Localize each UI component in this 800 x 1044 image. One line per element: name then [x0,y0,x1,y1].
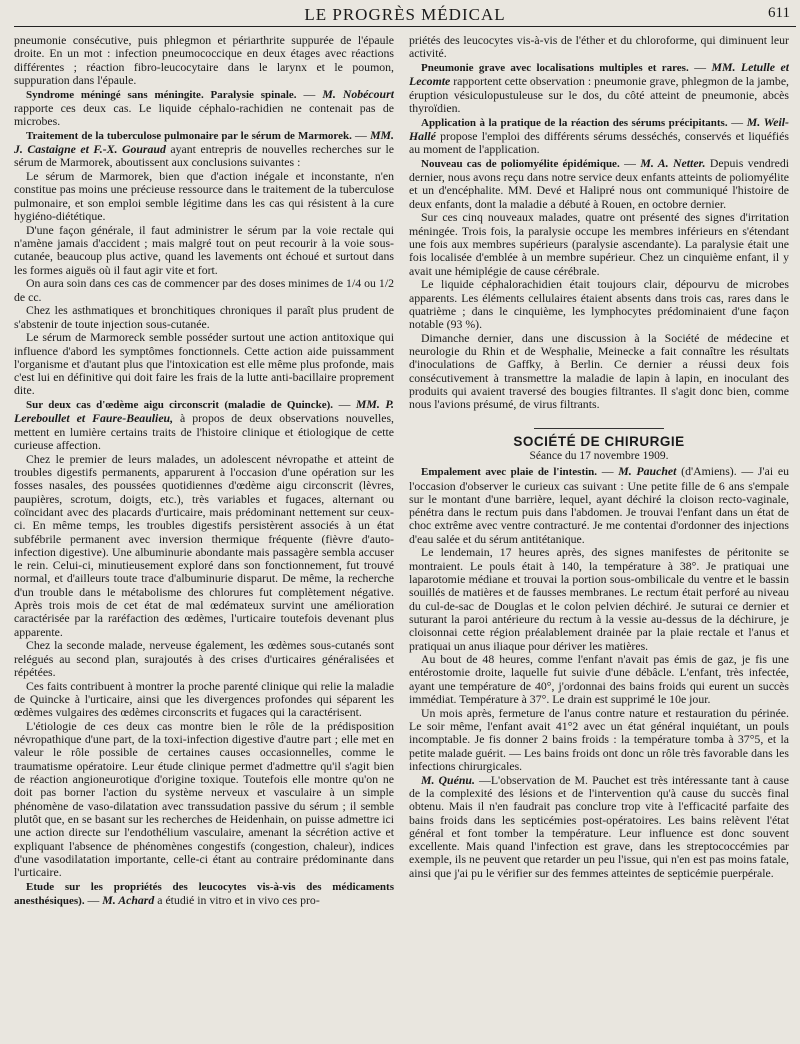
entry-author: M. Nobécourt [322,86,394,101]
paragraph [14,34,394,87]
entry-text: Dimanche dernier, dans une discussion à la Société de médecine et neurologie du Rhin et de Wesphalie, Meinecke a fait connaître les résultats d'inoculations de Gaffky, à Berlin. Ce dernier a réussi deux fois consécutivement à transmettre la maladie de lapin à lapin, en inoculant des produits qui avaient traversé des bougies filtrantes. Il s'agit donc bien, comme nous l'avions présumé, de virus filtrants. [409,330,789,412]
entry-author: M. Pauchet [618,464,677,479]
abstract-entry: Traitement de la tuberculose pulmonaire par le sérum de Marmorek. — MM. J. Castaigne et F.-X. Gouraud ayant entrepris de nouvelles recherches sur le sérum de Marmorek, aboutissent aux conclusions suivantes : [14,127,394,170]
paragraph [14,224,394,277]
paragraph [409,707,789,773]
abstract-entry: Empalement avec plaie de l'intestin. — M. Pauchet (d'Amiens). — J'ai eu l'occasion d'observer le curieux cas suivant : Une petite fille de 6 ans s'empale sur le montant d'une barrière, lequel, ayant déchiré la cloison recto-vaginale, pénétra dans le rectum puis dans l'abdomen. Je trouvai l'enfant dans un état de choc extrême avec ventre contracturé. Je me contentai d'ordonner des injections d'eau salée et du sérum antitétanique. [409,464,789,546]
paragraph [409,278,789,331]
entry-text: (d'Amiens). — J'ai eu l'occasion d'observer le curieux cas suivant : Une petite fille de 6 ans s'empale sur le montant d'une barrière, lequel, ayant déchiré la cloison recto-vaginale, pénétra dans le rectum puis dans l'abdomen. Je trouvai l'enfant dans un état de choc extrême avec ventre contracturé. Je me contentai d'ordonner des injections d'eau salée et du sérum antitétanique. [409,464,789,546]
entry-title: Pneumonie grave avec localisations multiples et rares. [421,61,689,74]
entry-text: L'étiologie de ces deux cas montre bien le rôle de la prédisposition névropathique d'une part, de la toxi-infection digestive d'autre part ; elle met en valeur le rôle possible de certaines causes occasionnelles, comme le traumatisme opératoire. Leur étude clinique permet d'admettre qu'il s'agit bien de réaction angioneurotique d'origine toxique. Toutefois elle montre qu'on ne doit pas borner l'action du système nerveux et vasculaire à un simple phénomène de vaso-dilatation avec transsudation passive du sérum ; il semble plutôt que, en se basant sur les recherches de Heidenhain, on puisse admettre ici une action directe sur l'endothélium vasculaire, amenant la sécrétion active et expliquant l'absence de phénomènes congestifs (congestion, chaleur), indices d'une vasodilatation importante, celle-ci étant au contraire prédominante dans l'urticaire. [14,718,394,880]
entry-text: à propos de deux observations nouvelles, mettent en lumière certains traits de l'histoire clinique et étiologique de cette curieuse affection. [14,411,394,453]
entry-text: Sur ces cinq nouveaux malades, quatre ont présenté des signes d'irritation méningée. Trois fois, la paralysie occupe les membres inférieurs en s'étendant une fois aux membres supérieurs (paralysie ascendante). La paralysie était une fois localisée d'emblée à un membre supérieur. Chez un cinquième enfant, il y avait une hémiplégie de cause cérébrale. [409,210,789,278]
entry-title: Sur deux cas d'œdème aigu circonscrit (maladie de Quincke). [26,399,334,412]
entry-text: propose l'emploi des différents sérums desséchés, conservés et liquéfiés au moment de l'application. [409,128,789,157]
entry-author: M. A. Netter. [640,155,706,170]
entry-text: On aura soin dans ces cas de commencer par des doses minimes de 1/4 ou 1/2 de cc. [14,276,394,304]
entry-title: Nouveau cas de poliomyélite épidémique. [421,157,620,170]
entry-text: Depuis vendredi dernier, nous avons reçu dans notre service deux enfants atteints de poliomyélite et un d'encéphalite. MM. Devé et Halipré nous ont communiqué l'histoire de deux enfants, dont la maladie a débuté à Rouen, en octobre dernier. [409,155,789,211]
entry-text: Chez la seconde malade, nerveuse également, les œdèmes sous-cutanés sont relégués au second plan, surajoutés à des crises d'urticaires généralisées et répétées. [14,638,394,679]
abstract-entry: Syndrome méningé sans méningite. Paralysie spinale. — M. Nobécourt rapporte ces deux cas. Le liquide céphalo-rachidien ne contenait pas de microbes. [14,86,394,129]
entry-text: Au bout de 48 heures, comme l'enfant n'avait pas émis de gaz, je fis une entérostomie droite, laquelle fut suivie d'une débâcle. L'enfant, très infectée, ayant une température de 40°, j'ordonnai des bains froids qui eurent un succès immédiat. Température à 37°. Le drain est supprimé le 10e jour. [409,652,789,707]
abstract-entry: Sur deux cas d'œdème aigu circonscrit (maladie de Quincke). — MM. P. Lereboullet et Faure-Beaulieu, à propos de deux observations nouvelles, mettent en lumière certains traits de l'histoire clinique et étiologique de cette curieuse affection. [14,397,394,453]
entry-author: MM. Letulle et Lecomte [409,59,789,89]
paragraph [14,720,394,880]
entry-text: priétés des leucocytes vis-à-vis de l'éther et du chloroforme, qui diminuent leur activité. [409,34,789,61]
entry-title: Empalement avec plaie de l'intestin. [421,466,598,479]
paragraph [14,453,394,639]
entry-author: M. Achard [102,893,155,908]
right-column [409,34,789,880]
journal-title: LE PROGRÈS MÉDICAL [304,5,506,24]
entry-text: Le sérum de Marmorek, bien que d'action inégale et inconstante, n'en constitue pas moins une précieuse ressource dans le traitement de la tuberculose pulmonaire, et son emploi semble légitime dans les cas qui résistent à la cure hygiéno-diététique. [14,169,394,224]
section-title: SOCIÉTÉ DE CHIRURGIE [513,433,685,449]
abstract-entry: Etude sur les propriétés des leucocytes vis-à-vis des médicaments anesthésiques). — M. Achard a étudié in vitro et in vivo ces pro- [14,880,394,908]
left-column [14,34,394,909]
abstract-entry: Application à la pratique de la réaction des sérums précipitants. — M. Weil-Hallé propose l'emploi des différents sérums desséchés, conservés et liquéfiés au moment de l'application. [409,114,789,157]
entry-text: —L'observation de M. Pauchet est très intéressante tant à cause de la complexité des lésions et de l'intervention qu'à cause du succès final obtenu. Mais il n'en faudrait pas conclure trop vite à l'efficacité parfaite des bains froids dans les septicémies post-opératoires. Les bains relèvent l'état général et font tomber la température. Leur influence est donc souvent excellente. Mais quand l'infection est grave, dans les streptococcémies par exemple, ils ne peuvent que retarder un peu l'issue, qui n'en est pas moins fatale, ainsi que j'ai pu le vérifier sur des femmes atteintes de septicémie puerpérale. [409,772,789,880]
paragraph [14,304,394,331]
entry-title: Etude sur les propriétés des leucocytes vis-à-vis des médicaments anesthésiques). [14,880,394,908]
entry-text: rapporte ces deux cas. Le liquide céphalo-rachidien ne contenait pas de microbes. [14,100,394,129]
entry-text: ayant entrepris de nouvelles recherches sur le sérum de Marmorek, aboutissent aux conclusions suivantes : [14,142,394,170]
paragraph [14,277,394,304]
entry-title: Application à la pratique de la réaction des sérums précipitants. [421,116,728,129]
section-divider [534,428,664,429]
entry-author: M. Weil-Hallé [409,114,789,143]
paragraph [409,546,789,652]
entry-text: Chez le premier de leurs malades, un adolescent névropathe et atteint de troubles digestifs permanents, apparurent à l'occasion d'une opération sur les fosses nasales, des poussées quotidiennes d'œdème aigu circonscrit (lèvres, paupières, scrotum, doigts, etc.), très variables et fugaces, alternant ou coïncidant avec des placards d'urticaire, mais prédominant nettement sur ceux-ci. En même temps, les troubles digestifs persistèrent associés à un état subfébrile permanent avec inversion thermique fréquente (fièvre d'auto-infection digestive). Une albuminurie abondante mais passagère sembla accuser le rein. Celui-ci, minutieusement exploré dans son fonctionnement, fut trouvé normal, et d'ailleurs toute trace d'albuminurie disparut. De même, la recherche d'un trouble dans le métabolisme des chlorures fut complètement négative. Après trois mois de cet état de mal œdémateux survint une amélioration caractérisée par la raréfaction des œdèmes, l'urticaire toutefois devenant plus apparente. [14,451,394,639]
page-number: 611 [768,5,790,21]
entry-text: rapportent cette observation : pneumonie grave, phlegmon de la jambe, éruption vésiculopustuleuse sur le dos, du côté atteint de pneumonie, abcès thyroïdien. [409,74,789,115]
paragraph [409,332,789,412]
session-date: Séance du 17 novembre 1909. [529,449,669,462]
paragraph [14,170,394,223]
entry-author: MM. P. Lereboullet et Faure-Beaulieu, [14,397,394,426]
entry-text: Le lendemain, 17 heures après, des signes manifestes de péritonite se montraient. Le pouls était à 140, la température à 38°. Je pratiquai une laparotomie médiane et trouvai la portion sous-ombilicale du ventre et le bassin souillés de matières et de fausses membranes. Le rectum était perforé au niveau du cul-de-sac de Douglas et le colon pelvien déchiré. Je suturai ce dernier et suturant la paroi antérieure du rectum à la vessie au-dessus de la déchirure, je cloisonnai cette région préalablement drainée par la plaie rectale et l'anus et pratiquai un anus iliaque pour dériver les matières. [409,545,789,653]
entry-text: pneumonie consécutive, puis phlegmon et périarthrite suppurée de l'épaule droite. En un mot : infection pneumococcique en deux étages avec réactions différentes ; réaction fibro-leucocytaire dans le larynx et le poumon, suppuration dans l'épaule. [14,34,394,87]
entry-text: Le liquide céphalorachidien était toujours clair, dépourvu de microbes apparents. Les éléments cellulaires étaient absents dans trois cas, rares dans le quatrième ; dans le cinquième, les lymphocytes prédominaient d'une façon notable (93 %). [409,277,789,332]
paragraph [409,774,789,880]
paragraph [409,653,789,706]
entry-text: D'une façon générale, il faut administrer le sérum par la voie rectale qui n'amène jamais d'accident ; mais malgré tout on peut recourir à la voie sous-cutanée, beaucoup plus active, quand les lavements ont échoué et surtout dans les formes aiguës où il faut agir vite et fort. [14,222,394,277]
paragraph [14,680,394,720]
entry-text: Un mois après, fermeture de l'anus contre nature et restauration du périnée. Le soir même, l'enfant avait 41°2 avec un état général inquiétant, un pouls incomptable. Je fis donner 2 bains froids : la température tomba à 37°5, et la petite malade guérit. — Les bains froids ont donc un rôle très favorable dans les infections chirurgicales. [409,705,789,773]
entry-text: Chez les asthmatiques et bronchitiques chroniques il paraît plus prudent de s'abstenir de toute injection sous-cutanée. [14,303,394,331]
paragraph [14,331,394,397]
abstract-entry: Pneumonie grave avec localisations multiples et rares. — MM. Letulle et Lecomte rapportent cette observation : pneumonie grave, phlegmon de la jambe, éruption vésiculopustuleuse sur le dos, du côté atteint de pneumonie, abcès thyroïdien. [409,59,789,115]
entry-author: M. Quénu. [421,772,475,787]
entry-title: Syndrome méningé sans méningite. Paralysie spinale. [26,88,297,101]
abstract-entry: Nouveau cas de poliomyélite épidémique. — M. A. Netter. Depuis vendredi dernier, nous avons reçu dans notre service deux enfants atteints de poliomyélite et un d'encéphalite. MM. Devé et Halipré nous ont communiqué l'histoire de deux enfants, dont la maladie a débuté à Rouen, en octobre dernier. [409,155,789,211]
entry-author: MM. J. Castaigne et F.-X. Gouraud [14,127,394,157]
entry-text: Le sérum de Marmoreck semble posséder surtout une action antitoxique qui influence d'abord les symptômes fonctionnels. Cette action aide puissamment l'organisme et d'autant plus que l'intoxication est elle même plus profonde, mais c'est lui en définitive qui doit faire les frais de la lutte anti-bacillaire proprement dite. [14,330,394,398]
paragraph [409,34,789,61]
entry-title: Traitement de la tuberculose pulmonaire par le sérum de Marmorek. [26,129,352,142]
entry-text: a étudié in vitro et in vivo ces pro- [157,893,320,908]
running-header [14,4,796,27]
paragraph [14,639,394,679]
entry-text: Ces faits contribuent à montrer la proche parenté clinique qui relie la maladie de Quincke à l'urticaire, ainsi que les divergences profondes qui séparent les œdèmes vulgaires des œdèmes circonscrits et fugaces qui la caractérisent. [14,678,394,720]
section-header [409,428,789,464]
paragraph [409,211,789,277]
